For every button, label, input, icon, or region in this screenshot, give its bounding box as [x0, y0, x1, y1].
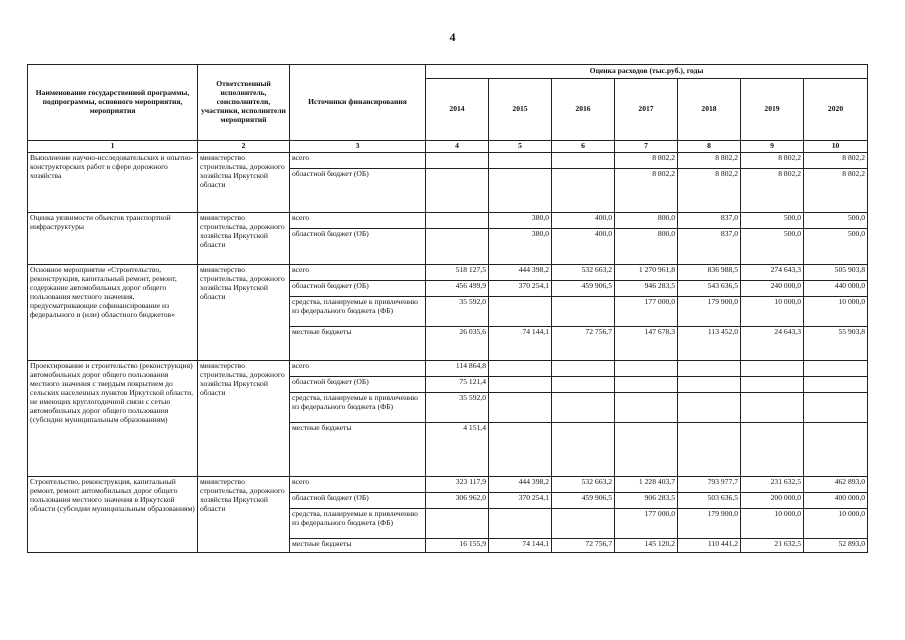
- amount-cell: 837,0: [678, 213, 741, 229]
- amount-cell: 380,0: [489, 229, 552, 265]
- amount-cell: 177 000,0: [615, 509, 678, 539]
- amount-cell: 200 000,0: [741, 493, 804, 509]
- amount-cell: [678, 361, 741, 377]
- amount-cell: [489, 361, 552, 377]
- amount-cell: [489, 297, 552, 327]
- amount-cell: 500,0: [804, 229, 868, 265]
- amount-cell: 75 121,4: [426, 377, 489, 393]
- amount-cell: 274 643,3: [741, 265, 804, 281]
- amount-cell: [741, 423, 804, 477]
- header-year: 2016: [552, 79, 615, 141]
- funding-source: местные бюджеты: [290, 539, 426, 553]
- amount-cell: 370 254,1: [489, 281, 552, 297]
- column-number: 3: [290, 141, 426, 153]
- header-source: Источники финансирования: [290, 65, 426, 141]
- amount-cell: [426, 169, 489, 213]
- funding-source: всего: [290, 213, 426, 229]
- amount-cell: 370 254,1: [489, 493, 552, 509]
- amount-cell: [678, 423, 741, 477]
- amount-cell: 906 283,5: [615, 493, 678, 509]
- column-number: 8: [678, 141, 741, 153]
- activity-name: Строительство, реконструкция, капитальный ремонт, ремонт автомобильных дорог общего пользования местного значения в Иркутской области (субсидии муниципальным образованиям): [28, 477, 198, 553]
- amount-cell: [552, 509, 615, 539]
- amount-cell: [426, 509, 489, 539]
- amount-cell: 10 000,0: [741, 509, 804, 539]
- header-name: Наименование государственной программы, подпрограммы, основного мероприятия, мероприятия: [28, 65, 198, 141]
- funding-source: всего: [290, 265, 426, 281]
- amount-cell: 8 802,2: [741, 169, 804, 213]
- amount-cell: [804, 423, 868, 477]
- amount-cell: 35 592,0: [426, 297, 489, 327]
- funding-source: средства, планируемые к привлечению из федерального бюджета (ФБ): [290, 393, 426, 423]
- table-body: [28, 153, 868, 553]
- funding-source: областной бюджет (ОБ): [290, 493, 426, 509]
- header-year: 2015: [489, 79, 552, 141]
- funding-source: областной бюджет (ОБ): [290, 229, 426, 265]
- amount-cell: [615, 377, 678, 393]
- amount-cell: 459 906,5: [552, 281, 615, 297]
- amount-cell: 306 962,0: [426, 493, 489, 509]
- header-year: 2019: [741, 79, 804, 141]
- amount-cell: 380,0: [489, 213, 552, 229]
- amount-cell: 400 000,0: [804, 493, 868, 509]
- amount-cell: 72 756,7: [552, 327, 615, 361]
- funding-source: всего: [290, 153, 426, 169]
- amount-cell: 543 636,5: [678, 281, 741, 297]
- budget-table: [27, 64, 868, 553]
- page-number: 4: [449, 30, 456, 44]
- amount-cell: 74 144,1: [489, 539, 552, 553]
- activity-name: Проектирование и строительство (реконструкция) автомобильных дорог общего пользования местного значения с твердым покрытием до сельских населенных пунктов Иркутской области, не имеющих круглогодичной связи с сетью автомобильных дорог общего пользования (субсидии муниципальным образованиям): [28, 361, 198, 477]
- amount-cell: 518 127,5: [426, 265, 489, 281]
- amount-cell: 16 155,9: [426, 539, 489, 553]
- amount-cell: [426, 213, 489, 229]
- amount-cell: [615, 423, 678, 477]
- amount-cell: 444 398,2: [489, 265, 552, 281]
- amount-cell: 240 000,0: [741, 281, 804, 297]
- amount-cell: 1 228 403,7: [615, 477, 678, 493]
- column-number: 2: [198, 141, 290, 153]
- amount-cell: 8 802,2: [741, 153, 804, 169]
- amount-cell: 113 452,0: [678, 327, 741, 361]
- header-year: 2014: [426, 79, 489, 141]
- amount-cell: [552, 153, 615, 169]
- amount-cell: [741, 361, 804, 377]
- amount-cell: 793 977,7: [678, 477, 741, 493]
- activity-name: Оценка уязвимости объектов транспортной инфраструктуры: [28, 213, 198, 265]
- amount-cell: 52 893,0: [804, 539, 868, 553]
- amount-cell: 800,0: [615, 229, 678, 265]
- amount-cell: 55 903,8: [804, 327, 868, 361]
- amount-cell: 323 117,9: [426, 477, 489, 493]
- amount-cell: 462 893,0: [804, 477, 868, 493]
- amount-cell: 21 632,5: [741, 539, 804, 553]
- amount-cell: [489, 509, 552, 539]
- funding-source: местные бюджеты: [290, 327, 426, 361]
- table-row: [28, 153, 868, 169]
- activity-executor: министерство строительства, дорожного хозяйства Иркутской области: [198, 265, 290, 361]
- activity-executor: министерство строительства, дорожного хозяйства Иркутской области: [198, 361, 290, 477]
- amount-cell: 8 802,2: [615, 153, 678, 169]
- column-number-row: [28, 141, 868, 153]
- amount-cell: [552, 361, 615, 377]
- amount-cell: 532 663,2: [552, 477, 615, 493]
- amount-cell: 500,0: [741, 229, 804, 265]
- column-number: 9: [741, 141, 804, 153]
- amount-cell: 946 283,5: [615, 281, 678, 297]
- amount-cell: [552, 377, 615, 393]
- funding-source: областной бюджет (ОБ): [290, 169, 426, 213]
- amount-cell: 231 632,5: [741, 477, 804, 493]
- column-number: 7: [615, 141, 678, 153]
- amount-cell: 500,0: [741, 213, 804, 229]
- amount-cell: 145 120,2: [615, 539, 678, 553]
- funding-source: областной бюджет (ОБ): [290, 281, 426, 297]
- amount-cell: 1 270 961,8: [615, 265, 678, 281]
- amount-cell: [678, 393, 741, 423]
- funding-source: средства, планируемые к привлечению из федерального бюджета (ФБ): [290, 297, 426, 327]
- amount-cell: [615, 361, 678, 377]
- funding-source: всего: [290, 361, 426, 377]
- header-estimate: Оценка расходов (тыс.руб.), годы: [426, 65, 868, 79]
- amount-cell: 10 000,0: [804, 297, 868, 327]
- header-year: 2018: [678, 79, 741, 141]
- amount-cell: 440 000,0: [804, 281, 868, 297]
- amount-cell: [489, 393, 552, 423]
- amount-cell: 147 678,3: [615, 327, 678, 361]
- amount-cell: [615, 393, 678, 423]
- funding-source: средства, планируемые к привлечению из федерального бюджета (ФБ): [290, 509, 426, 539]
- amount-cell: 8 802,2: [615, 169, 678, 213]
- funding-source: всего: [290, 477, 426, 493]
- amount-cell: 8 802,2: [678, 153, 741, 169]
- amount-cell: [489, 169, 552, 213]
- amount-cell: [552, 423, 615, 477]
- table-row: [28, 361, 868, 377]
- activity-executor: министерство строительства, дорожного хозяйства Иркутской области: [198, 213, 290, 265]
- amount-cell: 800,0: [615, 213, 678, 229]
- amount-cell: 459 906,5: [552, 493, 615, 509]
- funding-source: областной бюджет (ОБ): [290, 377, 426, 393]
- amount-cell: 72 756,7: [552, 539, 615, 553]
- activity-name: Выполнение научно-исследовательских и опытно-конструкторских работ в сфере дорожного хозяйства: [28, 153, 198, 213]
- amount-cell: 836 988,5: [678, 265, 741, 281]
- amount-cell: 8 802,2: [678, 169, 741, 213]
- amount-cell: 503 636,5: [678, 493, 741, 509]
- amount-cell: 24 643,3: [741, 327, 804, 361]
- header-year: 2020: [804, 79, 868, 141]
- amount-cell: 837,0: [678, 229, 741, 265]
- activity-executor: министерство строительства, дорожного хозяйства Иркутской области: [198, 477, 290, 553]
- amount-cell: [741, 377, 804, 393]
- amount-cell: 35 592,0: [426, 393, 489, 423]
- amount-cell: [804, 377, 868, 393]
- amount-cell: 179 900,0: [678, 297, 741, 327]
- amount-cell: 4 151,4: [426, 423, 489, 477]
- amount-cell: [489, 377, 552, 393]
- amount-cell: [804, 361, 868, 377]
- table-row: [28, 213, 868, 229]
- amount-cell: 8 802,2: [804, 169, 868, 213]
- header-executor: Ответственный исполнитель, соисполнители, участники, исполнители мероприятий: [198, 65, 290, 141]
- amount-cell: [804, 393, 868, 423]
- amount-cell: 505 903,8: [804, 265, 868, 281]
- amount-cell: 179 900,0: [678, 509, 741, 539]
- column-number: 4: [426, 141, 489, 153]
- amount-cell: 400,0: [552, 229, 615, 265]
- activity-executor: министерство строительства, дорожного хозяйства Иркутской области: [198, 153, 290, 213]
- amount-cell: [741, 393, 804, 423]
- amount-cell: 177 000,0: [615, 297, 678, 327]
- amount-cell: 74 144,1: [489, 327, 552, 361]
- amount-cell: 400,0: [552, 213, 615, 229]
- column-number: 10: [804, 141, 868, 153]
- amount-cell: 444 398,2: [489, 477, 552, 493]
- amount-cell: [489, 423, 552, 477]
- amount-cell: 26 035,6: [426, 327, 489, 361]
- amount-cell: 10 000,0: [804, 509, 868, 539]
- header-year: 2017: [615, 79, 678, 141]
- amount-cell: 532 663,2: [552, 265, 615, 281]
- activity-name: Основное мероприятие «Строительство, реконструкция, капитальный ремонт, ремонт, содержание автомобильных дорог общего пользования местного значения, предусматривающие софинансирование из федерального и (или) областного бюджетов»: [28, 265, 198, 361]
- amount-cell: [678, 377, 741, 393]
- amount-cell: [552, 169, 615, 213]
- column-number: 6: [552, 141, 615, 153]
- amount-cell: [426, 153, 489, 169]
- table-row: [28, 265, 868, 281]
- amount-cell: 500,0: [804, 213, 868, 229]
- amount-cell: 10 000,0: [741, 297, 804, 327]
- amount-cell: 456 499,9: [426, 281, 489, 297]
- amount-cell: [426, 229, 489, 265]
- funding-source: местные бюджеты: [290, 423, 426, 477]
- table-header: [28, 65, 868, 153]
- amount-cell: 8 802,2: [804, 153, 868, 169]
- amount-cell: 114 864,8: [426, 361, 489, 377]
- amount-cell: 110 441,2: [678, 539, 741, 553]
- column-number: 1: [28, 141, 198, 153]
- amount-cell: [552, 297, 615, 327]
- table-row: [28, 477, 868, 493]
- amount-cell: [552, 393, 615, 423]
- amount-cell: [489, 153, 552, 169]
- column-number: 5: [489, 141, 552, 153]
